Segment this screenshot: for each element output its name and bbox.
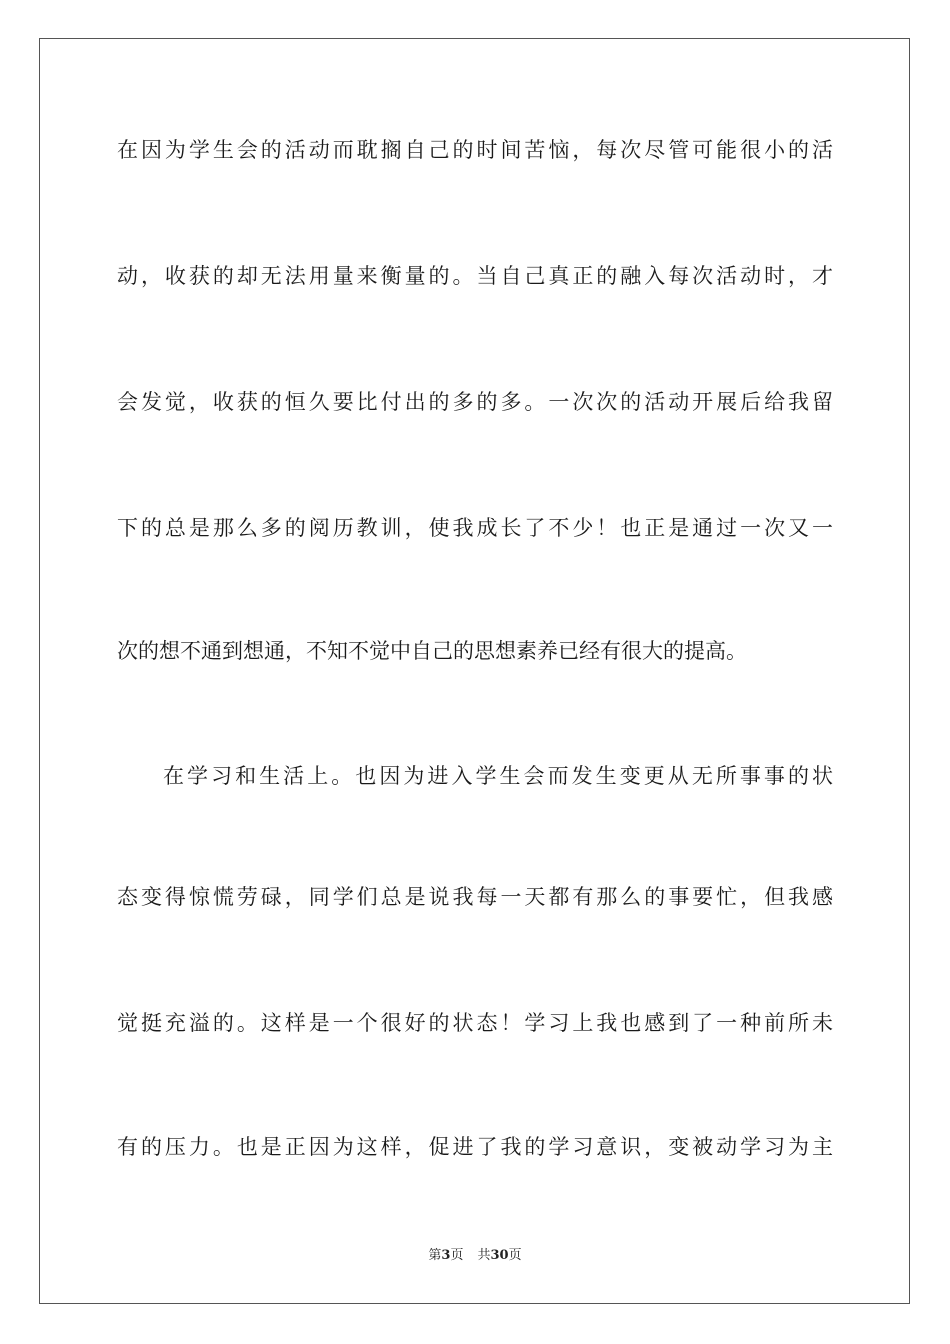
page-footer [0, 1247, 950, 1265]
body-line-5: 次的想不通到想通，不知不觉中自己的思想素养已经有很大的提高。 [117, 639, 747, 663]
body-line-3: 会发觉，收获的恒久要比付出的多的多。一次次的活动开展后给我留 [117, 390, 833, 414]
body-line-7: 态变得惊慌劳碌，同学们总是说我每一天都有那么的事要忙，但我感 [117, 885, 833, 909]
body-line-2: 动，收获的却无法用量来衡量的。当自己真正的融入每次活动时，才 [117, 264, 833, 288]
page-border [39, 38, 910, 1304]
body-line-6: 在学习和生活上。也因为进入学生会而发生变更从无所事事的状 [163, 764, 833, 788]
body-line-1: 在因为学生会的活动而耽搁自己的时间苦恼，每次尽管可能很小的活 [117, 138, 833, 162]
body-line-8: 觉挺充溢的。这样是一个很好的状态！学习上我也感到了一种前所未 [117, 1011, 833, 1035]
total-pages: 30 [490, 1248, 509, 1263]
body-line-4: 下的总是那么多的阅历教训，使我成长了不少！也正是通过一次又一 [117, 516, 833, 540]
page-prefix: 第 [428, 1248, 442, 1263]
total-suffix: 页 [508, 1248, 522, 1263]
total-prefix: 共 [477, 1248, 491, 1263]
body-line-9: 有的压力。也是正因为这样，促进了我的学习意识，变被动学习为主 [117, 1135, 833, 1159]
page-suffix: 页 [450, 1248, 464, 1263]
page-number: 3 [441, 1248, 451, 1263]
